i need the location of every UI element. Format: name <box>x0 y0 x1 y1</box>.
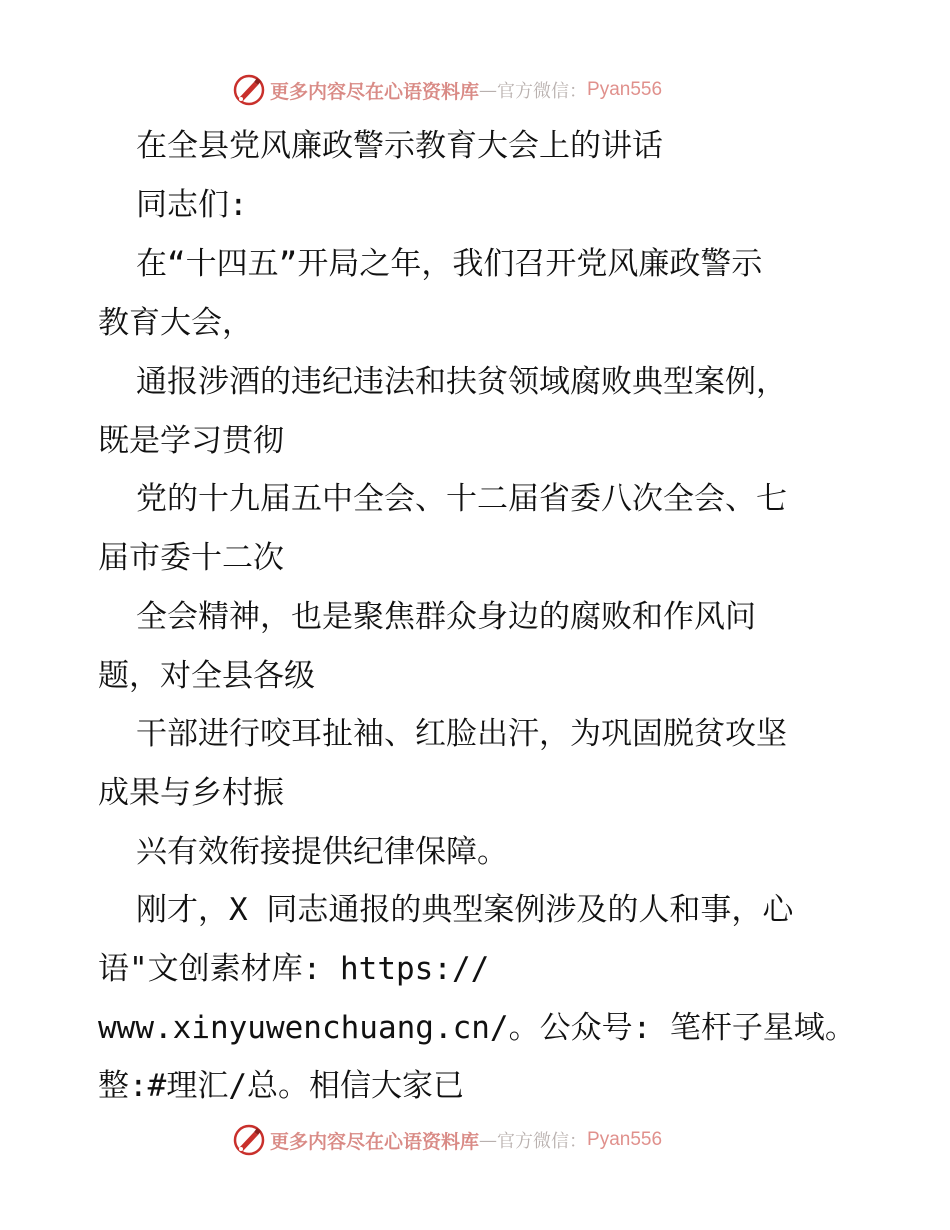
paragraph-line: 全会精神，也是聚焦群众身边的腐败和作风问 <box>136 599 756 635</box>
paragraph-line: www.xinyuwenchuang.cn/。公众号: 笔杆子星域。 <box>98 1010 856 1046</box>
watermark-brand-text: 更多内容尽在心语资料库 <box>270 80 480 103</box>
paragraph-line: 整:#理汇/总。相信大家已 <box>98 1068 464 1104</box>
paragraph-line: 刚才，X 同志通报的典型案例涉及的人和事，心 <box>136 892 794 928</box>
document-title: 在全县党风廉政警示教育大会上的讲话 <box>136 128 663 164</box>
red-pen-seal-logo-icon <box>232 1123 266 1157</box>
footer-watermark <box>232 1122 662 1158</box>
paragraph-line: 语"文创素材库: https:// <box>98 951 490 987</box>
watermark-separator: — <box>479 79 498 101</box>
red-pen-seal-logo-icon <box>232 73 266 107</box>
paragraph-line: 教育大会， <box>98 305 253 341</box>
watermark-brand-text: 更多内容尽在心语资料库 <box>270 1130 480 1153</box>
watermark-wechat-id: Pyan556 <box>587 79 663 100</box>
header-watermark <box>232 72 662 108</box>
paragraph-line: 届市委十二次 <box>98 540 284 576</box>
paragraph-line: 干部进行咬耳扯袖、红脸出汗，为巩固脱贫攻坚 <box>136 716 787 752</box>
paragraph-line: 党的十九届五中全会、十二届省委八次全会、七 <box>136 481 787 517</box>
paragraph-line: 兴有效衔接提供纪律保障。 <box>136 834 508 870</box>
paragraph-line: 既是学习贯彻 <box>98 423 284 459</box>
paragraph-line: 题，对全县各级 <box>98 658 315 694</box>
watermark-wechat-id: Pyan556 <box>587 1129 663 1150</box>
watermark-wechat-label: 官方微信： <box>497 81 588 102</box>
watermark-wechat-label: 官方微信： <box>497 1131 588 1152</box>
paragraph-line: 在“十四五”开局之年，我们召开党风廉政警示 <box>136 246 763 282</box>
watermark-separator: — <box>479 1129 498 1151</box>
salutation: 同志们: <box>136 187 248 223</box>
paragraph-line: 成果与乡村振 <box>98 775 284 811</box>
paragraph-line: 通报涉酒的违纪违法和扶贫领域腐败典型案例， <box>136 364 787 400</box>
